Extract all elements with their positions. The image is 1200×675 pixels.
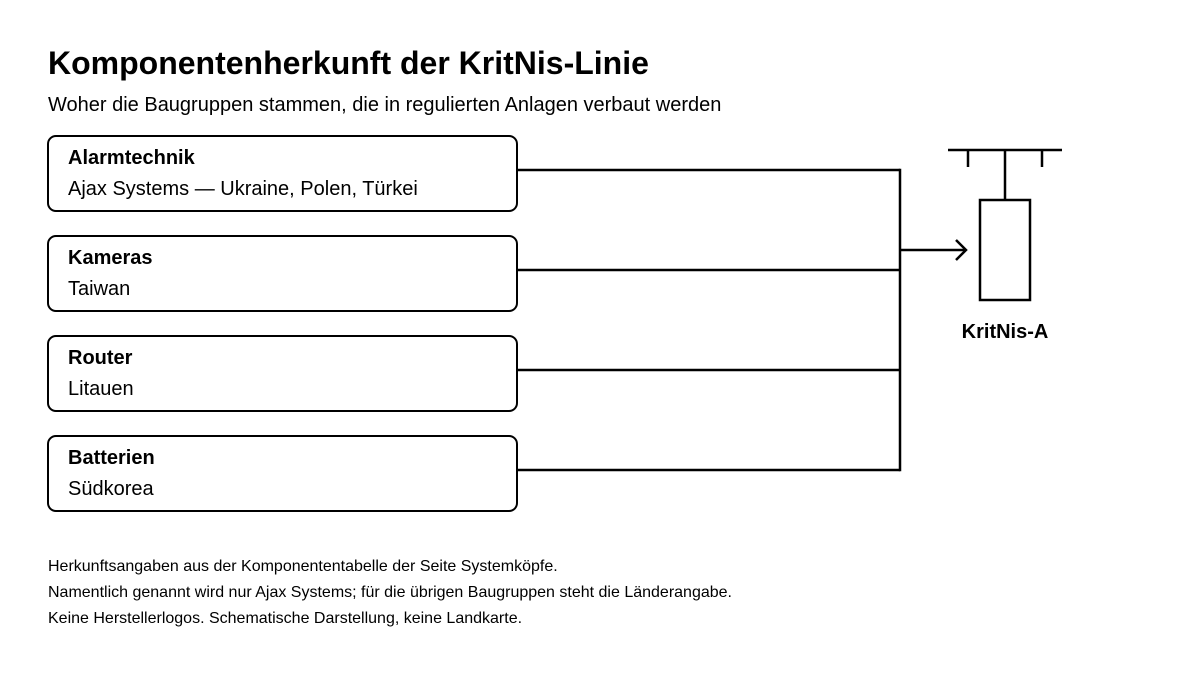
- component-label: Router: [68, 347, 133, 369]
- component-origin: Ajax Systems — Ukraine, Polen, Türkei: [68, 178, 418, 200]
- target-device-label: KritNis-A: [961, 321, 1049, 343]
- component-label: Alarmtechnik: [68, 147, 195, 169]
- component-label: Kameras: [68, 247, 153, 269]
- diagram-title: Komponentenherkunft der KritNis-Linie: [48, 45, 649, 81]
- diagram-subtitle: Woher die Baugruppen stammen, die in regulierten Anlagen verbaut werden: [48, 94, 722, 116]
- footnotes: [48, 554, 732, 632]
- footnote: Namentlich genannt wird nur Ajax Systems; für die übrigen Baugruppen steht die Länderangabe.: [48, 584, 732, 601]
- component-origin: Südkorea: [68, 478, 154, 500]
- component-origin: Taiwan: [68, 278, 131, 300]
- device-icon: [948, 150, 1062, 300]
- footnote: Herkunftsangaben aus der Komponententabelle der Seite Systemköpfe.: [48, 558, 558, 575]
- component-origin: Litauen: [68, 378, 134, 400]
- footnote: Keine Herstellerlogos. Schematische Darstellung, keine Landkarte.: [48, 610, 523, 627]
- component-label: Batterien: [68, 447, 155, 469]
